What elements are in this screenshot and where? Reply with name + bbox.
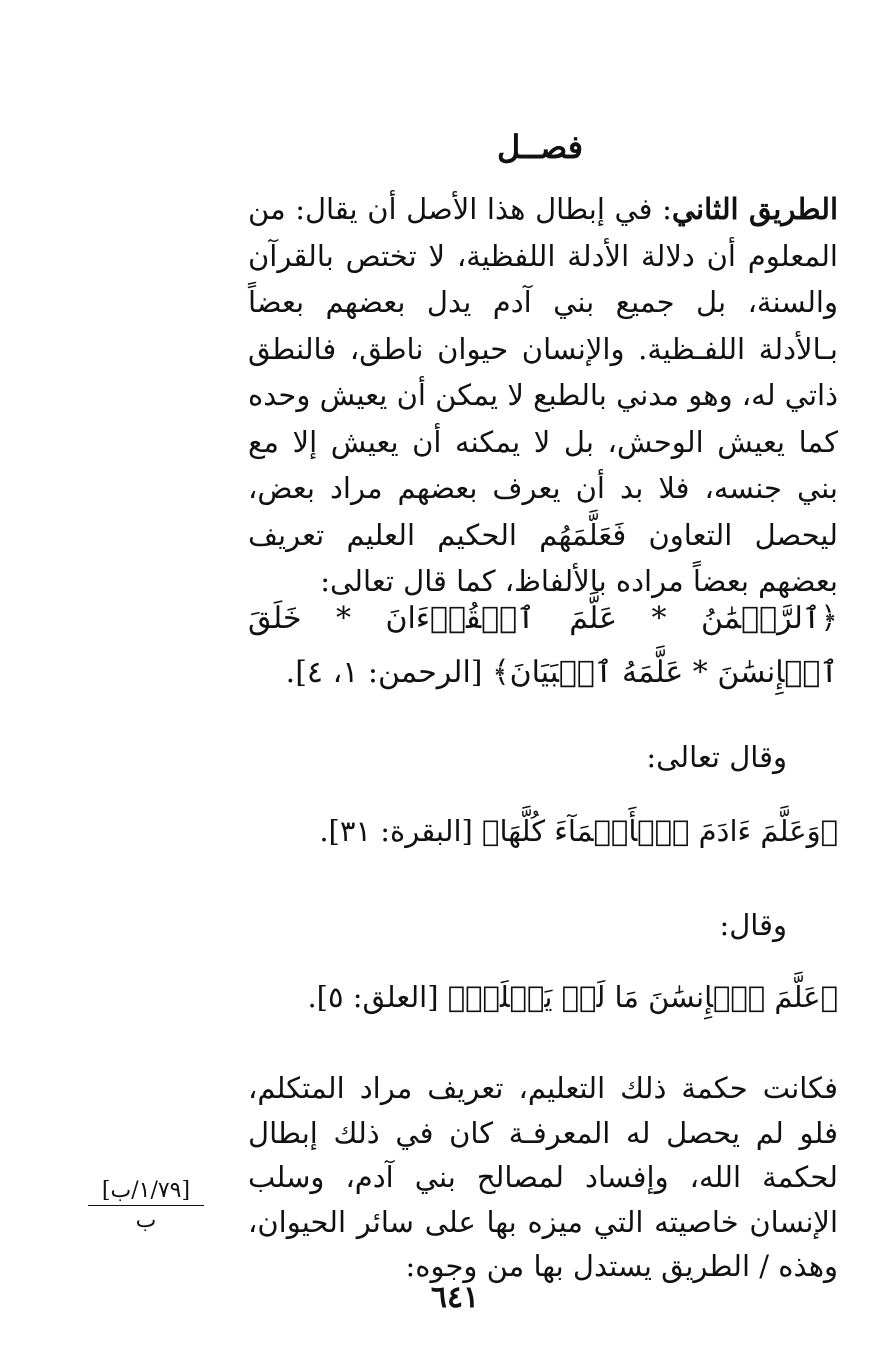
paragraph-3: فكانت حكمة ذلك التعليم، تعريف مراد المتكلم، فلو لم يحصل له المعرفـة كان في ذلك إبطال لحكمة الله، وإفساد لمصالح بني آدم، وسلب الإنسان خاصيته التي ميزه بها على سائر الحيوان، وهذه / الطريق يستدل بها من وجوه:	[248, 1071, 838, 1283]
section-heading: فصــل	[496, 128, 584, 166]
paragraph-1-lead: الطريق الثاني	[671, 192, 839, 226]
manuscript-margin-note	[88, 1178, 204, 1233]
quran-verse-3: ﴿عَلَّمَ ٱلۡإِنسَٰنَ مَا لَمۡ يَعۡلَمۡ﴾ [العلق: ٥].	[307, 980, 838, 1014]
intro-waqal: وقال:	[719, 908, 787, 942]
quran-verse-2: ﴿وَعَلَّمَ ءَادَمَ ٱلۡأَسۡمَآءَ كُلَّهَا﴾ [البقرة: ٣١].	[319, 814, 838, 848]
manuscript-folio-ref: [١/٧٩/ب]	[88, 1178, 204, 1206]
paragraph-1-body: : في إبطال هذا الأصل أن يقال: من المعلوم أن دلالة الأدلة اللفظية، لا تختص بالقرآن والسنة، بل جميع بني آدم يدل بعضهم بعضاً بـالأدلة اللفـظية. والإنسان حيوان ناطق، فالنطق ذاتي له، وهو مدني بالطبع لا يمكن أن يعيش وحده كما يعيش الوحش، بل لا يمكنه أن يعيش إلا مع بني جنسه، فلا بد أن يعرف بعضهم مراد بعض، ليحصل التعاون فَعَلَّمَهُم الحكيم العليم تعريف بعضهم بعضاً مراده بالألفاظ، كما قال تعالى:	[248, 192, 838, 598]
manuscript-side-label: ب	[135, 1208, 157, 1233]
quran-verse-1: ﴿ٱلرَّحۡمَٰنُ * عَلَّمَ ٱلۡقُرۡءَانَ * خَلَقَ ٱلۡإِنسَٰنَ * عَلَّمَهُ ٱلۡبَيَانَ﴾ [الرحمن: ١، ٤].	[248, 601, 838, 690]
page-number: ٦٤١	[430, 1280, 480, 1315]
intro-waqal-taala: وقال تعالى:	[646, 740, 787, 774]
paragraph-1	[248, 186, 838, 605]
